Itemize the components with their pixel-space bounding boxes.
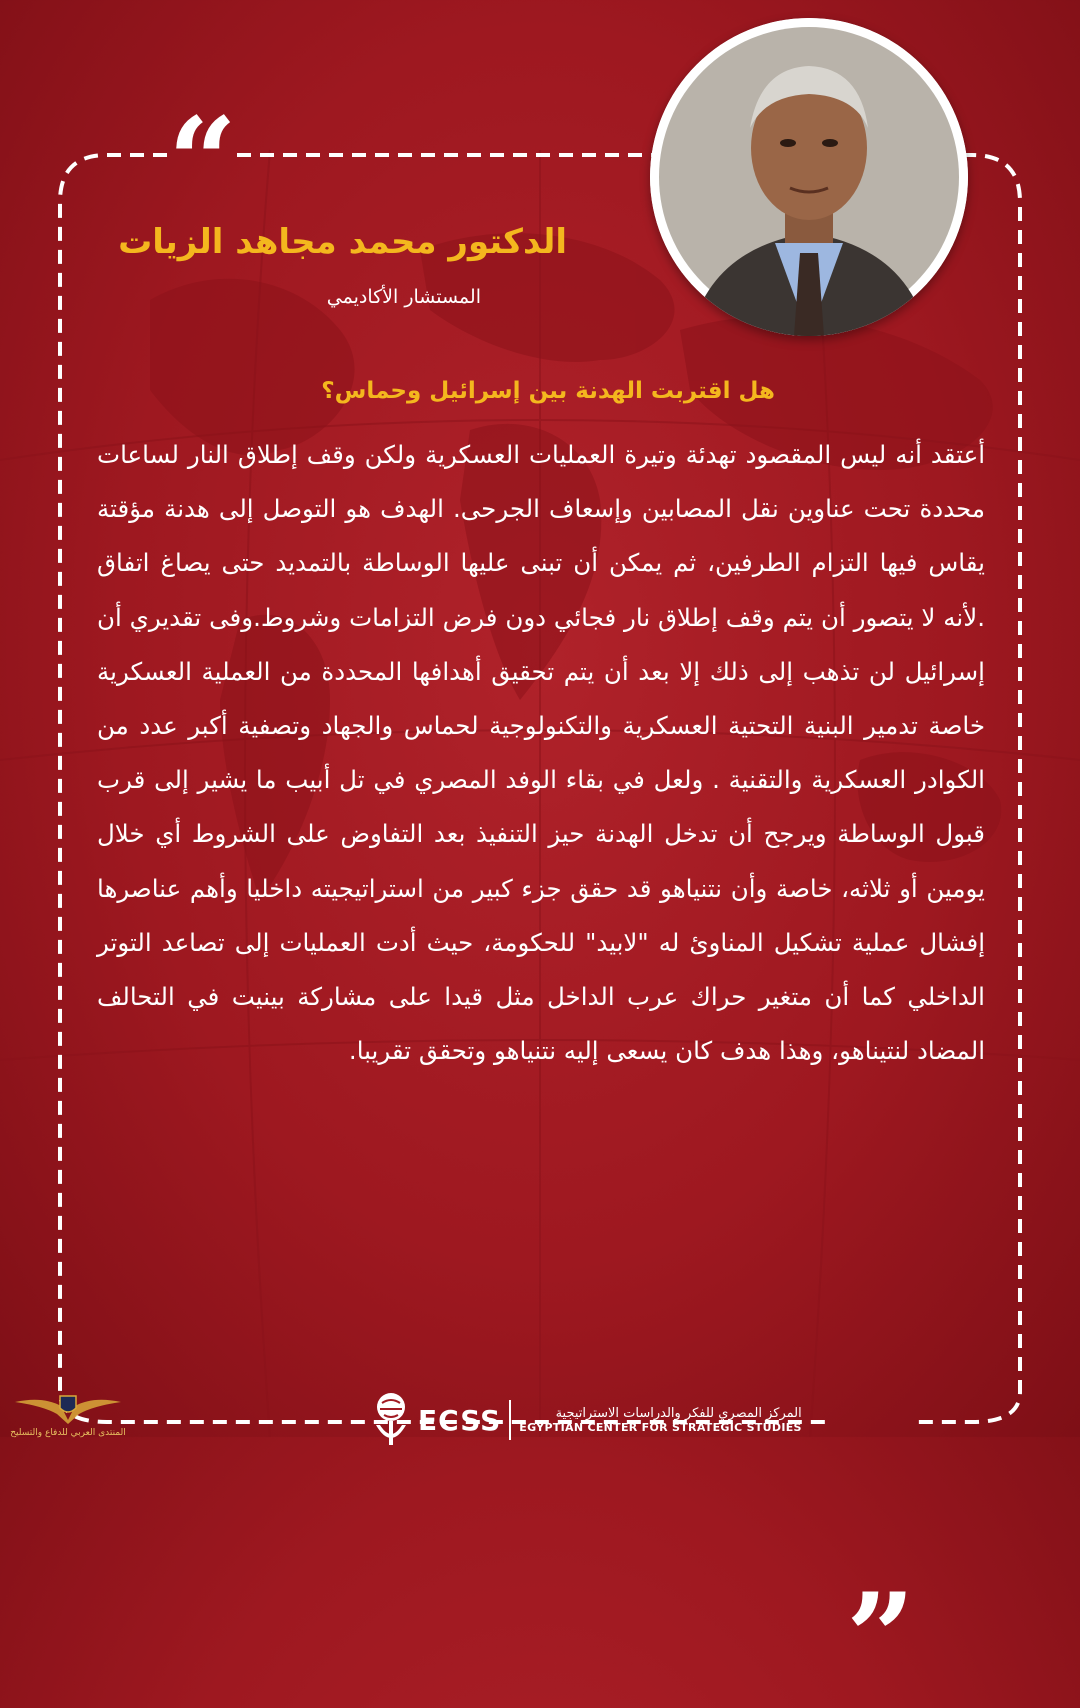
author-name: الدكتور محمد مجاهد الزيات	[118, 222, 567, 262]
org-name-english: EGYPTIAN CENTER FOR STRATEGIC STUDIES	[519, 1421, 802, 1434]
eagle-shield-icon	[13, 1392, 123, 1426]
org-names	[519, 1406, 801, 1434]
close-quote-mark: ”	[846, 1567, 904, 1708]
author-photo	[650, 18, 968, 336]
article-body: أعتقد أنه ليس المقصود تهدئة وتيرة العمليات العسكرية ولكن وقف إطلاق النار لساعات محددة تحت عناوين نقل المصابين وإسعاف الجرحى. الهدف هو التوصل إلى هدنة مؤقتة يقاس فيها التزام الطرفين، ثم يمكن أن تبنى عليها الوساطة بالتمديد حتى يصاغ اتفاق .لأنه لا يتصور أن يتم وقف إطلاق نار فجائي دون فرض التزامات وشروط.وفى تقديري أن إسرائيل لن تذهب إلى ذلك إلا بعد أن يتم تحقيق أهدافها المحددة من العملية العسكرية خاصة تدمير البنية التحتية العسكرية والتكنولوجية لحماس والجهاد وتصفية أكبر عدد من الكوادر العسكرية والتقنية . ولعل في بقاء الوفد المصري في تل أبيب ما يشير إلى قرب قبول الوساطة ويرجح أن تدخل الهدنة حيز التنفيذ بعد التفاوض على الشروط أي خلال يومين أو ثلاثه، خاصة وأن نتنياهو قد حقق جزء كبير من استراتيجيته داخليا وأهم عناصرها إفشال عملية تشكيل المناوئ له "لابيد" للحكومة، حيث أدت العمليات إلى تصاعد التوتر الداخلي كما أن متغير حراك عرب الداخل مثل قيدا على مشاركة بينيت في التحالف المضاد لنتيناهو، وهذا هدف كان يسعى إليه نتنياهو وتحقق تقريبا.	[97, 440, 985, 1066]
open-quote-mark: “	[168, 91, 226, 232]
ecss-emblem-icon	[370, 1389, 412, 1451]
author-role: المستشار الأكاديمي	[326, 286, 481, 308]
ecss-wordmark: ECSS	[418, 1403, 502, 1437]
footer-branding	[370, 1385, 802, 1455]
footer-divider	[509, 1400, 511, 1440]
watermark-text: المنتدى العربي للدفاع والتسليح	[10, 1428, 126, 1438]
forum-watermark	[8, 1392, 128, 1442]
org-name-arabic: المركز المصري للفكر والدراسات الاستراتيجية	[555, 1406, 802, 1421]
ecss-logo	[370, 1389, 501, 1451]
article-question: هل اقتربت الهدنة بين إسرائيل وحماس؟	[321, 378, 775, 404]
